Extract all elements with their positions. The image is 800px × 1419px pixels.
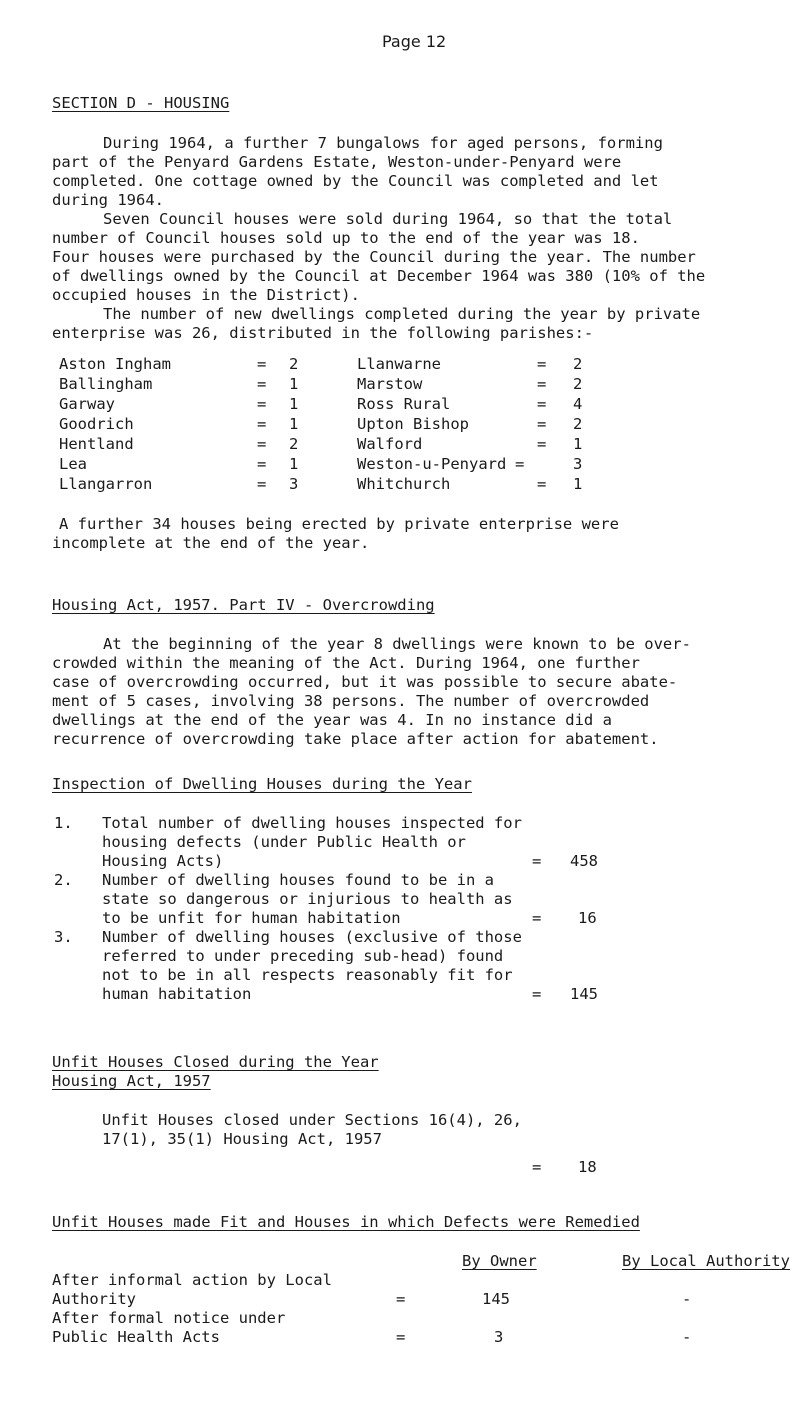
overcrowding-heading: Housing Act, 1957. Part IV - Overcrowding <box>52 596 435 614</box>
remedied-owner-value: 145 <box>482 1290 510 1308</box>
parish-name: Ballingham <box>59 375 153 393</box>
intro-line: enterprise was 26, distributed in the following parishes:- <box>52 324 594 342</box>
parish-count: 1 <box>573 435 583 453</box>
equals-sign: = <box>537 415 547 433</box>
remedied-row-label: Authority <box>52 1290 136 1308</box>
parish-count: 2 <box>289 435 299 453</box>
item-number: 2. <box>54 871 73 889</box>
parish-count: 1 <box>289 455 299 473</box>
parish-name: Lea <box>59 455 87 473</box>
intro-line: Seven Council houses were sold during 1964, so that the total <box>103 210 673 228</box>
unfit-closed-heading: Unfit Houses Closed during the Year <box>52 1053 379 1071</box>
item-number: 1. <box>54 814 73 832</box>
remedied-table <box>52 1252 792 1352</box>
equals-sign: = <box>537 395 547 413</box>
intro-line: completed. One cottage owned by the Council was completed and let <box>52 172 659 190</box>
overcrowding-line: ment of 5 cases, involving 38 persons. The number of overcrowded <box>52 692 650 710</box>
item-text: Total number of dwelling houses inspected for <box>102 814 522 832</box>
overcrowding-line: recurrence of overcrowding take place after action for abatement. <box>52 730 659 748</box>
equals-sign: = <box>532 852 542 870</box>
intro-line: part of the Penyard Gardens Estate, Weston-under-Penyard were <box>52 153 622 171</box>
equals-sign: = <box>537 375 547 393</box>
parish-count: 2 <box>289 355 299 373</box>
unfit-closed-subheading: Housing Act, 1957 <box>52 1072 211 1090</box>
parish-name: Garway <box>59 395 115 413</box>
remedied-row-label: After formal notice under <box>52 1309 286 1327</box>
parish-count: 2 <box>573 415 583 433</box>
equals-sign: = <box>257 375 267 393</box>
further-line: A further 34 houses being erected by private enterprise were <box>59 515 619 533</box>
intro-line: number of Council houses sold up to the end of the year was 18. <box>52 229 640 247</box>
equals-sign: = <box>532 1158 542 1176</box>
intro-line: during 1964. <box>52 191 164 209</box>
item-text: housing defects (under Public Health or <box>102 833 466 851</box>
intro-line: During 1964, a further 7 bungalows for aged persons, forming <box>103 134 663 152</box>
equals-sign: = <box>257 435 267 453</box>
equals-sign: = <box>257 475 267 493</box>
overcrowding-line: At the beginning of the year 8 dwellings were known to be over- <box>103 635 691 653</box>
overcrowding-line: case of overcrowding occurred, but it was possible to secure abate- <box>52 673 678 691</box>
item-text: Number of dwelling houses (exclusive of those <box>102 928 522 946</box>
parish-count: 1 <box>289 395 299 413</box>
item-value: 16 <box>578 909 597 927</box>
parish-name: Whitchurch <box>357 475 451 493</box>
parish-count: 2 <box>573 355 583 373</box>
unfit-closed-value: 18 <box>578 1158 597 1176</box>
equals-sign: = <box>532 985 542 1003</box>
parish-name: Upton Bishop <box>357 415 469 433</box>
parish-name: Llangarron <box>59 475 153 493</box>
inspection-list <box>52 814 752 1054</box>
remedied-heading: Unfit Houses made Fit and Houses in which Defects were Remedied <box>52 1213 640 1231</box>
parish-count: 1 <box>573 475 583 493</box>
item-text: Number of dwelling houses found to be in a <box>102 871 494 889</box>
intro-line: The number of new dwellings completed during the year by private <box>103 305 701 323</box>
inspection-heading: Inspection of Dwelling Houses during the Year <box>52 775 472 793</box>
intro-line: Four houses were purchased by the Council during the year. The number <box>52 248 696 266</box>
equals-sign: = <box>537 475 547 493</box>
page-number: Page 12 <box>382 32 447 51</box>
item-value: 145 <box>570 985 598 1003</box>
parish-count: 1 <box>289 375 299 393</box>
parish-name: Llanwarne <box>357 355 441 373</box>
overcrowding-line: dwellings at the end of the year was 4. In no instance did a <box>52 711 612 729</box>
equals-sign: = <box>532 909 542 927</box>
equals-sign: = <box>537 355 547 373</box>
intro-line: of dwellings owned by the Council at December 1964 was 380 (10% of the <box>52 267 706 285</box>
parish-name: Aston Ingham <box>59 355 171 373</box>
parish-count: 2 <box>573 375 583 393</box>
remedied-authority-value: - <box>682 1328 692 1346</box>
item-number: 3. <box>54 928 73 946</box>
remedied-authority-value: - <box>682 1290 692 1308</box>
item-text: state so dangerous or injurious to health as <box>102 890 513 908</box>
remedied-owner-value: 3 <box>494 1328 504 1346</box>
unfit-closed-block <box>52 1111 752 1181</box>
remedied-row-label: After informal action by Local <box>52 1271 332 1289</box>
item-text: Housing Acts) <box>102 852 224 870</box>
parish-name: Hentland <box>59 435 134 453</box>
parish-count: 4 <box>573 395 583 413</box>
item-text: not to be in all respects reasonably fit for <box>102 966 513 984</box>
section-heading: SECTION D - HOUSING <box>52 94 230 112</box>
equals-sign: = <box>537 435 547 453</box>
unfit-closed-line: Unfit Houses closed under Sections 16(4), 26, <box>102 1111 522 1129</box>
equals-sign: = <box>257 395 267 413</box>
parish-table <box>59 355 759 495</box>
intro-line: occupied houses in the District). <box>52 286 360 304</box>
item-value: 458 <box>570 852 598 870</box>
col-header-owner: By Owner <box>462 1252 537 1270</box>
item-text: human habitation <box>102 985 252 1003</box>
equals-sign: = <box>257 455 267 473</box>
item-text: referred to under preceding sub-head) found <box>102 947 504 965</box>
equals-sign: = <box>257 415 267 433</box>
item-text: to be unfit for human habitation <box>102 909 401 927</box>
overcrowding-line: crowded within the meaning of the Act. During 1964, one further <box>52 654 640 672</box>
parish-name: Walford <box>357 435 423 453</box>
parish-count: 3 <box>573 455 583 473</box>
equals-sign: = <box>257 355 267 373</box>
equals-sign: = <box>396 1290 406 1308</box>
parish-count: 3 <box>289 475 299 493</box>
equals-sign: = <box>515 455 525 473</box>
further-line: incomplete at the end of the year. <box>52 534 370 552</box>
parish-name: Weston-u-Penyard <box>357 455 507 473</box>
col-header-authority: By Local Authority <box>622 1252 790 1270</box>
parish-name: Ross Rural <box>357 395 451 413</box>
parish-count: 1 <box>289 415 299 433</box>
remedied-row-label: Public Health Acts <box>52 1328 220 1346</box>
unfit-closed-line: 17(1), 35(1) Housing Act, 1957 <box>102 1130 382 1148</box>
equals-sign: = <box>396 1328 406 1346</box>
parish-name: Marstow <box>357 375 423 393</box>
parish-name: Goodrich <box>59 415 134 433</box>
